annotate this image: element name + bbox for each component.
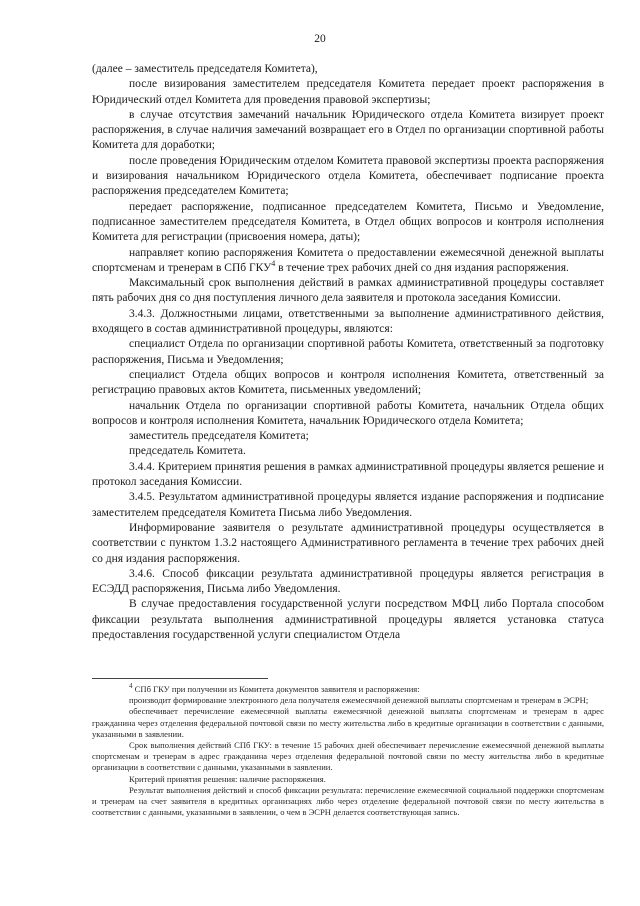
paragraph: Информирование заявителя о результате административной процедуры осуществляется в соответствии с пунктом 1.3.2 настоящего Административного регламента в течение трех рабочих дней со дня издания распоряжения.	[92, 521, 604, 565]
paragraph-text-continued: в течение трех рабочих дней со дня издания распоряжения.	[275, 261, 569, 274]
paragraph-with-footnote	[92, 246, 604, 277]
paragraph: передает распоряжение, подписанное председателем Комитета, Письмо и Уведомление, подписанное заместителем председателя Комитета, в Отдел общих вопросов и контроля исполнения Комитета для регистрации (присвоения номера, даты);	[92, 200, 604, 244]
footnote-text: СПб ГКУ при получении из Комитета документов заявителя и распоряжения:	[132, 684, 420, 694]
footnote: Критерий принятия решения: наличие распоряжения.	[129, 773, 326, 784]
main-text	[92, 62, 604, 643]
paragraph: после проведения Юридическим отделом Комитета правовой экспертизы проекта распоряжения и визирования начальником Юридического отдела Комитета, обеспечивает подписание проекта распоряжения председателем Комитета;	[92, 154, 604, 198]
footnote	[92, 684, 604, 695]
paragraph-text: направляет копию распоряжения Комитета о предоставлении ежемесячной денежной выплаты спортсменам и тренерам в СПб ГКУ	[92, 246, 604, 274]
paragraph: специалист Отдела общих вопросов и контроля исполнения Комитета, ответственный за регистрацию правовых актов Комитета, письменных уведомлений;	[92, 368, 604, 397]
paragraph: В случае предоставления государственной услуги посредством МФЦ либо Портала способом фиксации результата выполнения административной процедуры является установка статуса предоставления государственной услуги специалистом Отдела	[92, 598, 604, 641]
paragraph: 3.4.3. Должностными лицами, ответственными за выполнение административного действия, входящего в состав административной процедуры, являются:	[92, 307, 604, 336]
page-number: 20	[314, 33, 326, 45]
paragraph: в случае отсутствия замечаний начальник Юридического отдела Комитета визирует проект распоряжения, в случае наличия замечаний возвращает его в Отдел по организации спортивной работы Комитета для доработки;	[92, 108, 604, 152]
paragraph: заместитель председателя Комитета;	[129, 430, 309, 443]
footnote: Срок выполнения действий СПб ГКУ: в течение 15 рабочих дней обеспечивает перечисление ежемесячной денежной выплаты спортсменам и тренерам в адрес гражданина через отделения федеральной почтовой связи по месту жительства либо в кредитные организации в соответствии с данными, указанными в заявлении.	[92, 740, 604, 773]
footnote-reference: 4	[271, 259, 276, 269]
paragraph: 3.4.6. Способ фиксации результата административной процедуры является регистрация в ЕСЭДД распоряжения, Письма либо Уведомления.	[92, 567, 604, 596]
paragraph: специалист Отдела по организации спортивной работы Комитета, ответственный за подготовку распоряжения, Письма и Уведомления;	[92, 338, 604, 366]
footnote-separator	[92, 678, 268, 679]
paragraph: 3.4.4. Критерием принятия решения в рамках административной процедуры является решение и протокол заседания Комиссии.	[92, 460, 604, 489]
footnote-marker: 4	[129, 682, 133, 691]
paragraph: после визирования заместителем председателя Комитета передает проект распоряжения в Юридический отдел Комитета для проведения правовой экспертизы;	[92, 78, 604, 106]
paragraph: (далее – заместитель председателя Комитета),	[92, 63, 318, 75]
paragraph: начальник Отдела по организации спортивной работы Комитета, начальник Отдела общих вопросов и контроля исполнения Комитета, начальник Юридического отдела Комитета;	[92, 399, 604, 427]
paragraph: 3.4.5. Результатом административной процедуры является издание распоряжения и подписание заместителем председателя Комитета Письма либо Уведомления.	[92, 491, 604, 519]
footnote: производит формирование электронного дела получателя ежемесячной денежной выплаты спортсменам и тренерам в ЭСРН;	[129, 695, 589, 706]
footnote: Результат выполнения действий и способ фиксации результата: перечисление ежемесячной социальной поддержки спортсменам и тренерам на счет заявителя в кредитных организациях либо через отделение федеральной почтовой связи по месту жительства в соответствии с данными, указанными в заявлении, о чем в ЭСРН делается соответствующая запись.	[92, 784, 604, 818]
footnotes	[92, 684, 604, 818]
paragraph: Максимальный срок выполнения действий в рамках административной процедуры составляет пять рабочих дня со дня поступления личного дела заявителя и протокола заседания Комиссии.	[92, 277, 604, 305]
footnote: обеспечивает перечисление ежемесячной выплаты ежемесячной денежной выплаты спортсменам и тренерам в адрес гражданина через отделения федеральной почтовой связи по месту жительства либо в кредитные организации в соответствии с данными, указанными в заявлении.	[92, 706, 604, 739]
paragraph: председатель Комитета.	[129, 445, 246, 458]
